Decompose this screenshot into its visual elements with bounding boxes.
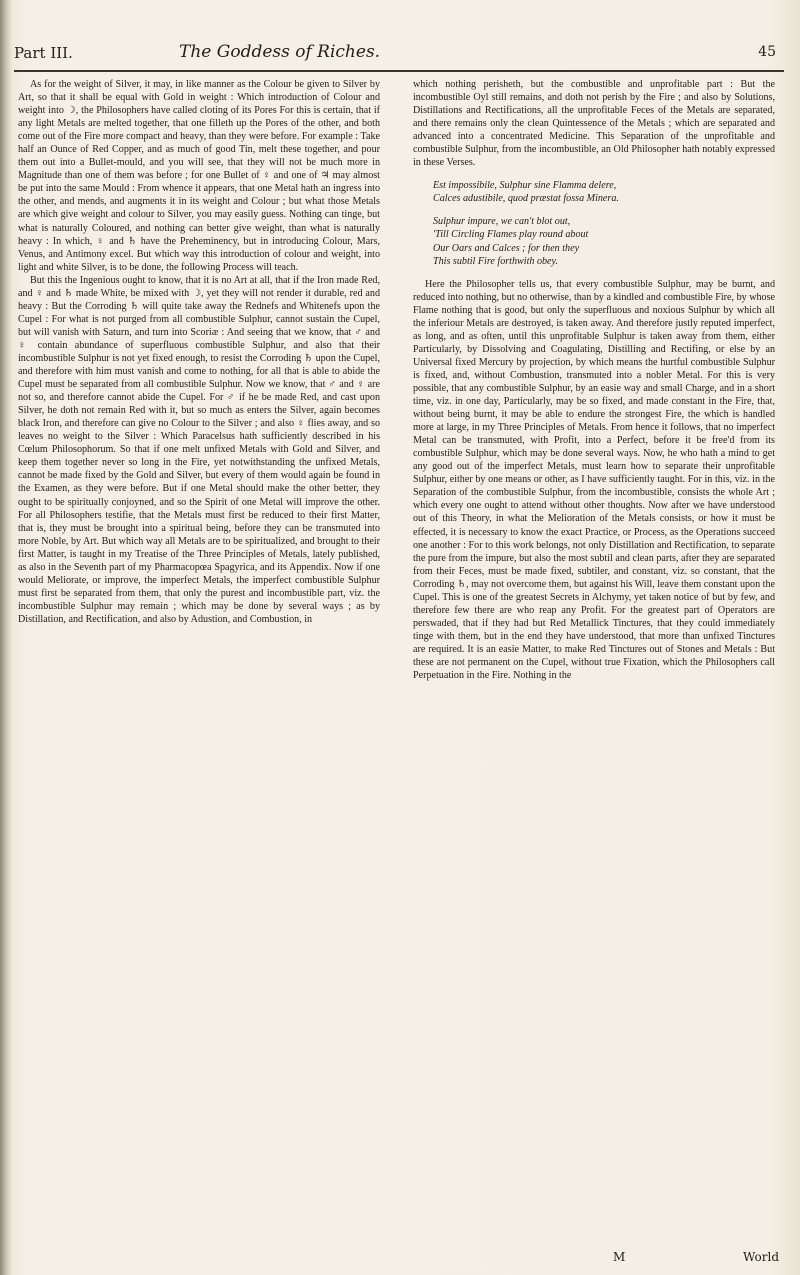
right-column	[413, 78, 775, 682]
running-header	[14, 40, 784, 68]
spacer	[413, 268, 775, 278]
right-intro: which nothing perisheth, but the combustible and unprofitable part : But the incombustible Oyl still remains, and doth not perish by the Fire ; and also by Solutions, Distillations and Rectifications, all the unprofitable Feces of the Metals are separated, and there remains only the clean Quintessence of the Metals ; which are separated and advanced into a concentrated Medicine. This Separation of the unprofitable and combustible Sulphur, from the incombustible, an Old Philosopher hath notably expressed in these Verses.	[413, 79, 775, 169]
latin-verse-line: Est impossibile, Sulphur sine Flamma delere,	[433, 180, 617, 192]
page-number: 45	[758, 44, 776, 60]
latin-verse-line: Calces adustibile, quod præstat fossa Minera.	[433, 193, 619, 205]
left-column	[18, 78, 380, 626]
english-verse-line: 'Till Circling Flames play round about	[433, 229, 589, 241]
spine-shadow	[0, 0, 12, 1275]
page-footer	[413, 1250, 783, 1266]
left-paragraph: As for the weight of Silver, it may, in like manner as the Colour be given to Silver by Art, so that it shall be equal with Gold in weight : Which introduction of Colour and weight into ☽, the Philosophers have called cloting of its Pores For this is certain, that if any light Metals are melted together, that one filleth up the Pores of the other, and both come out of the Fire more compact and heavy, than they were before. For example : Take half an Ounce of Red Copper, and as much of good Tin, melt these together, and pour them out into a Bullet-mould, and you will see, that they will not be much more in Magnitude than one of them was before ; for one Bullet of ♀ and one of ♃ may almost be put into the same Mould : From whence it appears, that one Metal hath an ingress into the other, and mends, and augments it in its weight and Colour ; but what those Metals are which give weight and colour to Silver, you may easily guess. Nothing can tinge, but what is naturally Coloured, and nothing can better give weight, than what is naturally heavy : In which, ♀ and ♄ have the Preheminency, but in introducing Colour, Mars, Venus, and Antimony excel. But which way this introduction of colour and weight, into light and white Silver, is to be done, the following Process will teach.	[18, 79, 380, 273]
english-verse-line: This subtil Fire forthwith obey.	[433, 255, 558, 267]
signature-mark: M	[613, 1250, 626, 1264]
english-verse-line: Sulphur impure, we can't blot out,	[433, 216, 571, 228]
right-paragraph: Here the Philosopher tells us, that every combustible Sulphur, may be burnt, and reduced into nothing, but no otherwise, than by a kindled and combustible Fire, by whose Flame nothing that is good, but only the superfluous and noxious Sulphur by which all the inferiour Metals are destroyed, is taken away. And therefore justly reputed imperfect, as long, and as often, until this unprofitable Sulphur is taken away from them, either Particularly, by Dissolving and Coagulating, Distilling and Rectifing, or else by an Universal fixed Mercury by projection, by which means the hurtful combustible Sulphur is fixed, and, without Combustion, transmuted into a nobler Metal. For this is very possible, that any combustible Sulphur, by an easie way and small Charge, and in a short time, viz. in one day, Particularly, may be so fixed, and made constant in the Fire, that, without being burnt, it may be able to endure the strongest Fire, the which is handled more at large, in my Three Principles of Metals. From hence it follows, that no imperfect Metal can be transmuted, with Profit, into a Perfect, before it be free'd from its combustible Sulphur, which may be done several ways. Now, he who hath a mind to get any good out of the imperfect Metals, must learn how to separate their unprofitable Sulphur, either by one means or other, as I have sufficiently taught. For in this, viz. in the Separation of the combustible Sulphur, from the incombustible, consists the whole Art ; which every one ought to attend without other thoughts. Now after we have understood out of this Theory, in what the Melioration of the Metals consists, or how it must be effected, it is necessary to know the exact Practice, or Process, as the Operations succeed one another : For to this work belongs, not only Distillation and Rectification, to separate the pure from the impure, but also the most subtil and clean parts, after they are separated from their Feces, must be made fixed, subtiler, and constant, viz. so constant, that the Corroding ♄, may not overcome them, but against his Will, leave them constant upon the Cupel. This is one of the greatest Secrets in Alchymy, yet taken notice of but by few, and therefore few there are who reap any Profit. For the greatest part of Operators are perswaded, that if they had but Red Metallick Tinctures, that they could immediately tinge with them, but in the end they have understood, that more than unfixed Tinctures are required. It is an easie Matter, to make Red Tinctures out of Stones and Metals : But these are not permanent on the Cupel, without true Fixation, which the Philosophers call Perpetuation in the Fire. Nothing in the	[413, 278, 775, 682]
english-verse-line: Our Oars and Calces ; for then they	[433, 242, 580, 254]
header-rule	[14, 70, 784, 72]
catchword: World	[743, 1250, 779, 1264]
spacer	[413, 205, 775, 215]
running-title: The Goddess of Riches.	[179, 42, 381, 62]
part-label: Part III.	[14, 44, 73, 62]
spacer	[413, 169, 775, 179]
left-paragraph: But this the Ingenious ought to know, that it is no Art at all, that if the Iron made Red, and ♀ and ♄ made White, be mixed with ☽, yet they will not render it durable, red and heavy : But the Corroding ♄ will quite take away the Rednefs and Whitenefs upon the Cupel : For what is not purged from all combustible Sulphur, cannot sustain the Cupel, but will vanish with Saturn, and turn into Scoriæ : And seeing that we know, that ♂ and ♀ contain abundance of superfluous combustible Sulphur, and also that their incombustible Sulphur is not yet fixed enough, to resist the Corroding ♄ upon the Cupel, and therefore with him must vanish and come to nothing, for all that is able to abide the Cupel must be separated from all combustible Sulphur. Now we know, that ♂ and ♀ are not so, and therefore cannot abide the Cupel. For ♂ if he be made Red, and cast upon Silver, he doth not remain Red with it, but so much as enters the Silver, again becomes black Iron, and therefore can give no Colour to the Silver ; and also ♀ flies away, and so leaves no weight to the Silver : Which Paracelsus hath sufficiently described in his Cœlum Philosophorum. So that if one melt unfixed Metals with Gold and Silver, and keep them together never so long in the Fire, yet notwithstanding the unfixed Metals, cannot be made fixed by the Gold and Silver, but every of them would again be found in the Examen, as they were before. But if one Metal should make the other better, they ought to be spiritually conjoyned, and so the Spirit of one Metal will improve the other. For all Philosophers testifie, that the Metals must first be reduced to their first Matter, that is, they must be brought into a spiritual being, before they can be transmuted into more Noble, by Art. But which way all Metals are to be spiritualized, and brought to their first Matter, is taught in my Treatise of the Three Principles of Metals, lately published, as also in the Seventh part of my Pharmacopœa Spagyrica, and its Appendix. Now if one would Meliorate, or improve, the imperfect Metals, the imperfect combustible Sulphur must first be separated from them, that only the purest and incombustible part, viz. the incombustible Sulphur may remain ; which may be done by several ways ; as by Distillation, and Rectification, and also by Adustion, and Combustion, in	[18, 274, 380, 625]
